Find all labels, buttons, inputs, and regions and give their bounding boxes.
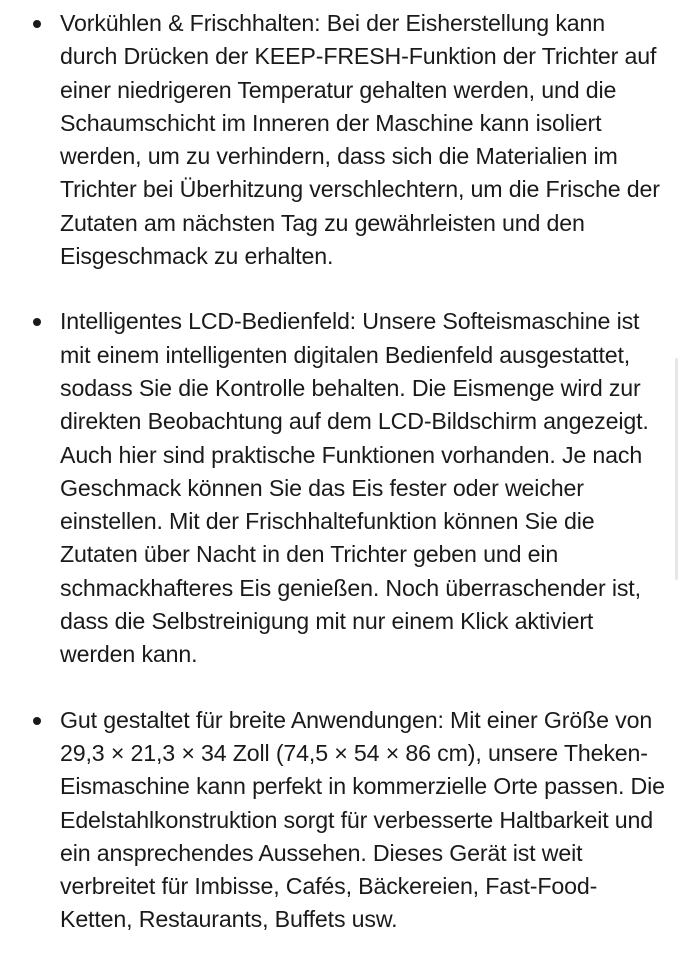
feature-text: Intelligentes LCD-Bedienfeld: Unsere Softeismaschine ist mit einem intelligenten digitalen Bedienfeld ausgestattet, sodass Sie die Kontrolle behalten. Die Eismenge wird zur direkten Beobachtung auf dem LCD-Bildschirm angezeigt. Auch hier sind praktische Funktionen vorhanden. Je nach Geschmack können Sie das Eis fester oder weicher einstellen. Mit der Frischhaltefunktion können Sie die Zutaten über Nacht in den Trichter geben und ein schmackhafteres Eis genießen. Noch überraschender ist, dass die Selbstreinigung mit nur einem Klick aktiviert werden kann.: [60, 308, 649, 668]
feature-item-lcd-panel: [0, 305, 690, 671]
bullet-icon: [33, 318, 41, 326]
scrollbar[interactable]: [675, 358, 678, 580]
bullet-icon: [33, 717, 41, 725]
feature-item-keep-fresh: [0, 7, 690, 273]
bullet-icon: [33, 20, 41, 28]
feature-text: Gut gestaltet für breite Anwendungen: Mit einer Größe von 29,3 × 21,3 × 34 Zoll (74,5 × 54 × 86 cm), unsere Theken-Eismaschine kann perfekt in kommerzielle Orte passen. Die Edelstahlkonstruktion sorgt für verbesserte Haltbarkeit und ein ansprechendes Aussehen. Dieses Gerät ist weit verbreitet für Imbisse, Cafés, Bäckereien, Fast-Food-Ketten, Restaurants, Buffets usw.: [60, 706, 665, 933]
feature-list: [0, 7, 690, 969]
feature-text: Vorkühlen & Frischhalten: Bei der Eisherstellung kann durch Drücken der KEEP-FRESH-Funktion der Trichter auf einer niedrigeren Temperatur gehalten werden, und die Schaumschicht im Inneren der Maschine kann isoliert werden, um zu verhindern, dass sich die Materialien im Trichter bei Überhitzung verschlechtern, um die Frische der Zutaten am nächsten Tag zu gewährleisten und den Eisgeschmack zu erhalten.: [60, 10, 660, 270]
feature-item-applications: [0, 704, 690, 937]
